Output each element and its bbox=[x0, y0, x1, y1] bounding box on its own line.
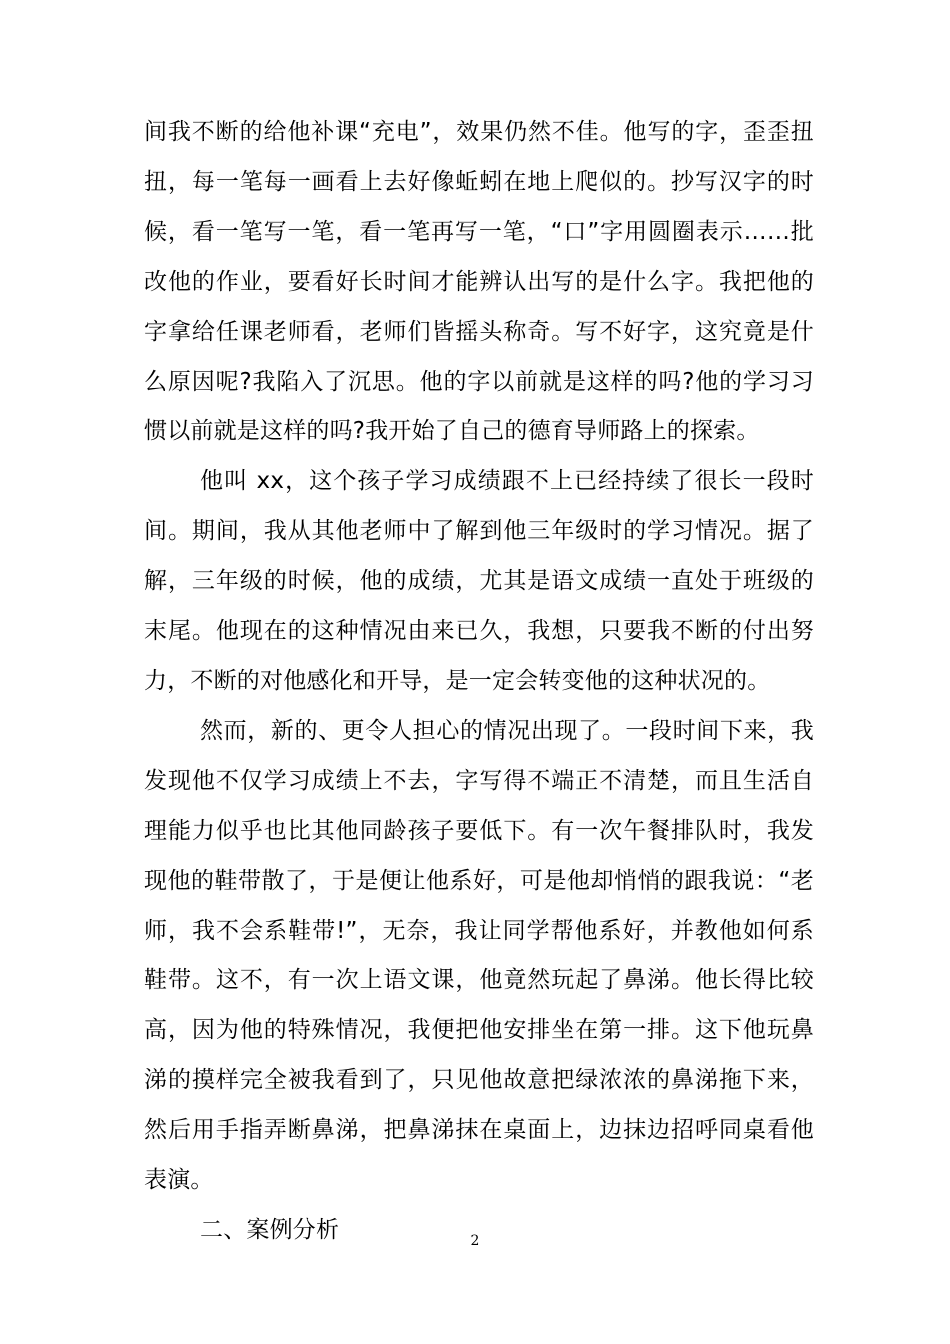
section-heading: 二、案例分析 bbox=[200, 1216, 340, 1243]
paragraph-3: 然而，新的、更令人担心的情况出现了。一段时间下来，我发现他不仅学习成绩上不去，字写得不端正不清楚，而且生活自理能力似乎也比其他同龄孩子要低下。有一次午餐排队时，我发现他的鞋带散了，于是便让他系好，可是他却悄悄的跟我说：“老师，我不会系鞋带!”，无奈，我让同学帮他系好，并教他如何系鞋带。这不，有一次上语文课，他竟然玩起了鼻涕。他长得比较高，因为他的特殊情况，我便把他安排坐在第一排。这下他玩鼻涕的摸样完全被我看到了，只见他故意把绿浓浓的鼻涕拖下来，然后用手指弄断鼻涕，把鼻涕抹在桌面上，边抹边招呼同桌看他表演。 bbox=[144, 717, 814, 1194]
page-number: 2 bbox=[470, 1233, 480, 1249]
body-text bbox=[144, 108, 814, 1256]
paragraph-2: 他叫 xx，这个孩子学习成绩跟不上已经持续了很长一段时间。期间，我从其他老师中了解到他三年级时的学习情况。据了解，三年级的时候，他的成绩，尤其是语文成绩一直处于班级的末尾。他现在的这种情况由来已久，我想，只要我不断的付出努力，不断的对他感化和开导，是一定会转变他的这种状况的。 bbox=[144, 468, 814, 694]
paragraph-1: 间我不断的给他补课“充电”，效果仍然不佳。他写的字，歪歪扭扭，每一笔每一画看上去好像蚯蚓在地上爬似的。抄写汉字的时候，看一笔写一笔，看一笔再写一笔，“口”字用圆圈表示……批改他的作业，要看好长时间才能辨认出写的是什么字。我把他的字拿给任课老师看，老师们皆摇头称奇。写不好字，这究竟是什么原因呢?我陷入了沉思。他的字以前就是这样的吗?他的学习习惯以前就是这样的吗?我开始了自己的德育导师路上的探索。 bbox=[144, 119, 814, 445]
